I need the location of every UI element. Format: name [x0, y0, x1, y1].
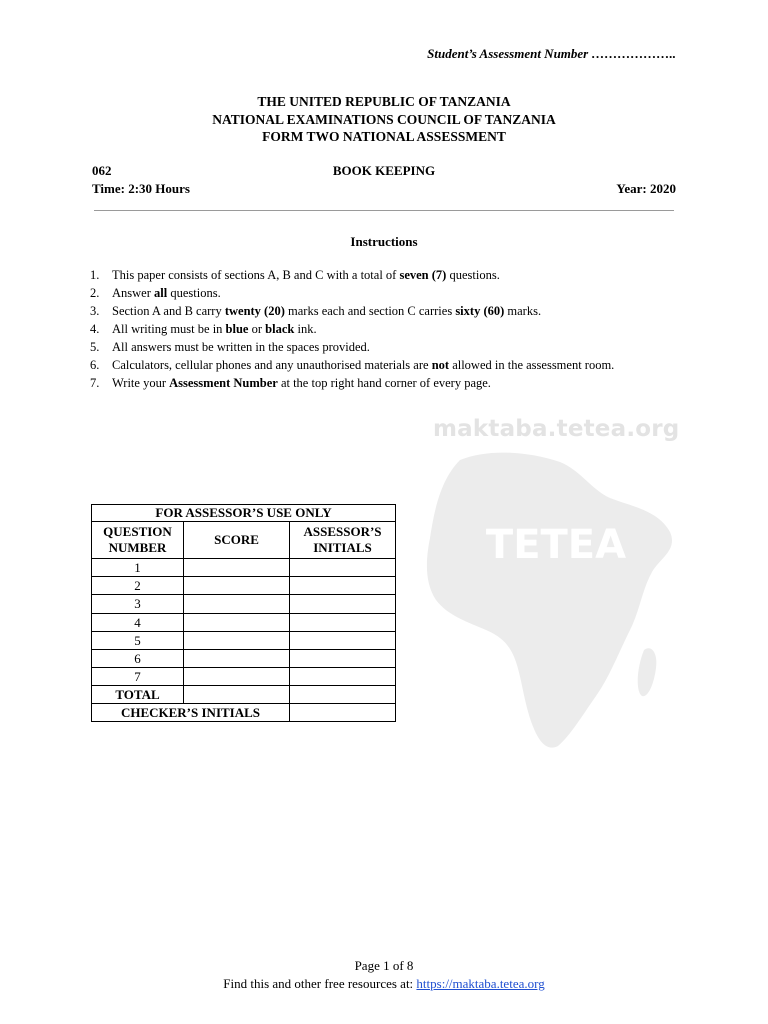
paper-time: Time: 2:30 Hours: [92, 181, 190, 196]
question-number-cell: 1: [92, 559, 184, 577]
table-row: [92, 559, 396, 577]
table-row: [92, 613, 396, 631]
instructions-list: [90, 266, 690, 392]
question-number-cell: 4: [92, 613, 184, 631]
instruction-text: at the top right hand corner of every page.: [277, 376, 491, 390]
instruction-text: All writing must be in: [112, 322, 226, 336]
checker-label: CHECKER’S INITIALS: [92, 704, 290, 722]
instruction-text: marks.: [504, 304, 542, 318]
question-number-cell: 6: [92, 649, 184, 667]
question-number-cell: 2: [92, 577, 184, 595]
instruction-emphasis: blue: [225, 322, 249, 336]
instruction-text: This paper consists of sections A, B and C with a total of: [112, 268, 400, 282]
initials-cell: [290, 613, 396, 631]
header-council: NATIONAL EXAMINATIONS COUNCIL OF TANZANIA: [212, 111, 556, 127]
instruction-text: Section A and B carry: [112, 304, 225, 318]
initials-cell: [290, 595, 396, 613]
header-assessment: FORM TWO NATIONAL ASSESSMENT: [262, 129, 506, 144]
instruction-text: Answer: [112, 286, 155, 300]
instruction-number: 1.: [90, 268, 100, 282]
question-number-cell: 7: [92, 668, 184, 686]
table-row: [92, 649, 396, 667]
instruction-text: allowed in the assessment room.: [449, 358, 615, 372]
instruction-emphasis: Assessment Number: [169, 376, 278, 390]
footer-link[interactable]: https://maktaba.tetea.org: [416, 976, 545, 991]
score-cell: [184, 668, 290, 686]
instruction-text: marks each and section C carries: [284, 304, 456, 318]
col-header-score: SCORE: [184, 522, 290, 559]
checker-initials-cell: [290, 704, 396, 722]
table-row: [92, 631, 396, 649]
instruction-emphasis: all: [154, 286, 168, 300]
instruction-item: [90, 320, 690, 338]
header-divider: [94, 210, 674, 211]
assessor-table: [91, 504, 396, 722]
total-label: TOTAL: [92, 686, 184, 704]
table-row: [92, 668, 396, 686]
initials-cell: [290, 649, 396, 667]
watermark-brand: TETEA: [485, 522, 627, 568]
instruction-emphasis: sixty (60): [455, 304, 505, 318]
initials-cell: [290, 577, 396, 595]
instruction-number: 6.: [90, 358, 100, 372]
table-row: [92, 595, 396, 613]
instruction-emphasis: seven (7): [399, 268, 447, 282]
total-score-cell: [184, 686, 290, 704]
instruction-item: [90, 374, 690, 392]
initials-cell: [290, 668, 396, 686]
instruction-item: [90, 284, 690, 302]
instruction-number: 4.: [90, 322, 100, 336]
instruction-text: questions.: [446, 268, 500, 282]
paper-year: Year: 2020: [616, 181, 676, 196]
question-number-cell: 5: [92, 631, 184, 649]
initials-cell: [290, 631, 396, 649]
instruction-number: 7.: [90, 376, 100, 390]
score-cell: [184, 649, 290, 667]
header-republic: THE UNITED REPUBLIC OF TANZANIA: [257, 94, 511, 109]
exam-header: [0, 93, 768, 146]
instruction-item: [90, 338, 690, 356]
instruction-text: All answers must be written in the spaces provided.: [112, 340, 370, 354]
instruction-text: questions.: [167, 286, 221, 300]
instruction-number: 5.: [90, 340, 100, 354]
paper-code: 062: [92, 163, 112, 178]
col-header-initials: ASSESSOR’S INITIALS: [290, 522, 396, 559]
instruction-emphasis: not: [431, 358, 450, 372]
footer: [0, 976, 768, 992]
assessor-table-title: FOR ASSESSOR’S USE ONLY: [92, 505, 396, 522]
score-cell: [184, 595, 290, 613]
total-initials-cell: [290, 686, 396, 704]
student-assessment-number: Student’s Assessment Number ………………..: [427, 46, 676, 61]
score-cell: [184, 613, 290, 631]
instruction-item: [90, 302, 690, 320]
instruction-item: [90, 266, 690, 284]
africa-map-watermark: [420, 440, 690, 760]
instruction-number: 2.: [90, 286, 100, 300]
instructions-title: Instructions: [350, 234, 418, 249]
score-cell: [184, 559, 290, 577]
instruction-emphasis: black: [265, 322, 295, 336]
total-row: [92, 686, 396, 704]
score-cell: [184, 577, 290, 595]
page-number: Page 1 of 8: [354, 958, 414, 973]
footer-text: Find this and other free resources at:: [223, 976, 417, 991]
question-number-cell: 3: [92, 595, 184, 613]
watermark-site: maktaba.tetea.org: [433, 416, 680, 442]
instruction-text: Calculators, cellular phones and any unauthorised materials are: [112, 358, 432, 372]
instruction-text: or: [248, 322, 266, 336]
instruction-emphasis: twenty (20): [224, 304, 285, 318]
paper-subject: BOOK KEEPING: [332, 163, 436, 178]
checker-row: [92, 704, 396, 722]
col-header-question: QUESTION NUMBER: [92, 522, 184, 559]
instruction-item: [90, 356, 690, 374]
table-row: [92, 577, 396, 595]
initials-cell: [290, 559, 396, 577]
instruction-number: 3.: [90, 304, 100, 318]
instruction-text: Write your: [112, 376, 170, 390]
instruction-text: ink.: [294, 322, 317, 336]
score-cell: [184, 631, 290, 649]
